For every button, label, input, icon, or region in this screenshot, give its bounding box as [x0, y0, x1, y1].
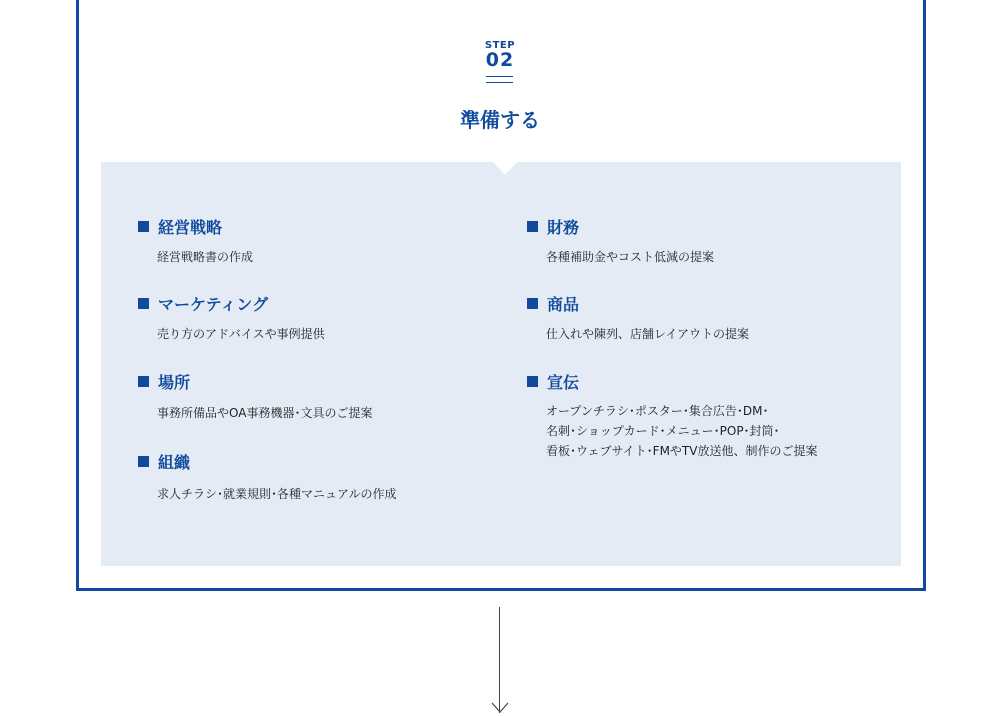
item-desc-line: 売り方のアドバイスや事例提供	[157, 327, 325, 341]
item-heading-organization: 組織	[138, 450, 190, 473]
arrow-down-line	[499, 607, 500, 713]
step-title: 準備する	[460, 108, 540, 132]
step-number: 02	[485, 49, 515, 71]
square-bullet-icon	[138, 456, 149, 467]
arrow-down-icon	[491, 700, 509, 714]
square-bullet-icon	[138, 298, 149, 309]
item-desc-finance	[546, 247, 714, 267]
item-desc-line: 求人チラシ･就業規則･各種マニュアルの作成	[157, 487, 397, 501]
item-desc-location	[157, 403, 372, 423]
item-desc-line: 看板･ウェブサイト･FMやTV放送他、制作のご提案	[546, 444, 818, 458]
item-heading-marketing: マーケティング	[138, 292, 268, 315]
item-desc-line: オープンチラシ･ポスター･集合広告･DM･	[546, 404, 769, 418]
item-heading-location: 場所	[138, 370, 190, 393]
item-desc-products	[546, 324, 749, 344]
item-heading-advertising: 宣伝	[527, 370, 579, 393]
item-desc-line: 各種補助金やコスト低減の提案	[546, 250, 715, 264]
square-bullet-icon	[527, 376, 538, 387]
square-bullet-icon	[527, 298, 538, 309]
item-heading-products: 商品	[527, 292, 579, 315]
item-heading-finance: 財務	[527, 215, 579, 238]
item-desc-advertising	[546, 401, 817, 461]
item-desc-line: 経営戦略書の作成	[157, 250, 254, 264]
item-heading-management-strategy: 経営戦略	[138, 215, 222, 238]
square-bullet-icon	[138, 376, 149, 387]
square-bullet-icon	[527, 221, 538, 232]
item-desc-marketing	[157, 324, 325, 344]
item-desc-line: 仕入れや陳列、店舗レイアウトの提案	[546, 327, 750, 341]
square-bullet-icon	[138, 221, 149, 232]
step-underline	[486, 76, 513, 83]
item-desc-management-strategy	[157, 247, 253, 267]
item-desc-line: 名刺･ショップカード･メニュー･POP･封筒･	[546, 424, 780, 438]
item-desc-line: 事務所備品やOA事務機器･文具のご提案	[157, 406, 373, 420]
step-label: STEP	[484, 40, 516, 51]
item-desc-organization	[157, 484, 397, 504]
panel-notch	[493, 162, 517, 175]
